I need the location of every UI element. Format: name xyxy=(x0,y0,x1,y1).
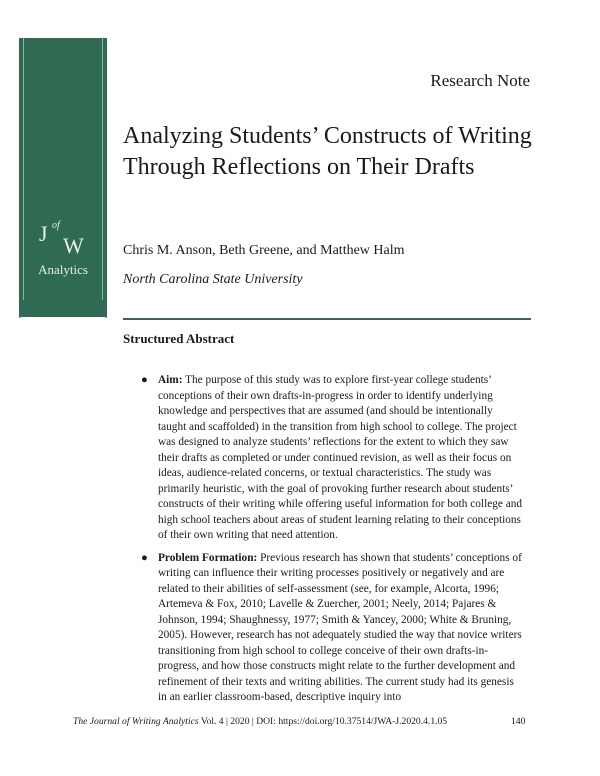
abstract-item-problem-formation xyxy=(141,551,523,706)
abstract-heading: Structured Abstract xyxy=(123,331,235,346)
footer-citation[interactable]: Vol. 4 | 2020 | DOI: https://doi.org/10.37514/JWA-J.2020.4.1.05 xyxy=(198,716,448,727)
authors: Chris M. Anson, Beth Greene, and Matthew Halm xyxy=(123,243,405,258)
logo-of: of xyxy=(52,220,60,231)
logo-w: W xyxy=(63,233,84,258)
abstract-text: The purpose of this study was to explore first-year college students’ conceptions of their own drafts-in-progress in order to identify underlying knowledge and perspectives that are assumed (and should be intentionally taught and scaffolded) in the transition from high school to college. The project was designed to analyze students’ reflections for the extent to which they saw their drafts as completed or under continued revision, as well as their focus on ideas, audience-related concerns, or textual characteristics. The study was primarily heuristic, with the goal of provoking further research about students’ constructs of their writing while offering useful information for both college and high school teachers about areas of student learning relating to their conceptions of their own writing that need attention. xyxy=(158,374,523,541)
footer-journal: The Journal of Writing Analytics xyxy=(73,716,199,727)
article-type: Research Note xyxy=(430,71,530,90)
affiliation: North Carolina State University xyxy=(123,272,303,287)
section-rule xyxy=(123,318,531,320)
logo-j: J xyxy=(39,221,48,246)
page-number: 140 xyxy=(511,716,526,727)
ribbon-notch xyxy=(19,300,107,318)
abstract-text: Previous research has shown that students’ conceptions of writing can influence their writing processes positively or negatively and are related to their abilities of self-assessment (see, for example, Alcorta, 1996; Artemeva & Fox, 2010; Lavelle & Zuercher, 2001; Neely, 2014; Pajares & Johnson, 1994; Shaughnessy, 1977; Smith & Yancey, 2000; White & Bruning, 2005). However, research has not adequately studied the way that novice writers transitioning from high school to college conceive of their own drafts-in-progress, and how those constructs might relate to the further development and refinement of their texts and writing abilities. The current study had its genesis in an earlier classroom-based, descriptive inquiry into xyxy=(158,551,522,703)
abstract-list xyxy=(141,373,523,713)
article-title: Analyzing Students’ Constructs of Writing Through Reflections on Their Drafts xyxy=(123,123,532,180)
logo-analytics: Analytics xyxy=(38,262,88,277)
abstract-label: Aim: xyxy=(158,374,183,386)
bullet-icon: ● xyxy=(141,374,148,386)
ribbon-border xyxy=(23,38,103,300)
abstract-label: Problem Formation: xyxy=(158,551,258,564)
page-footer xyxy=(73,716,447,727)
abstract-item-aim xyxy=(141,373,523,544)
bullet-icon: ● xyxy=(141,551,148,564)
